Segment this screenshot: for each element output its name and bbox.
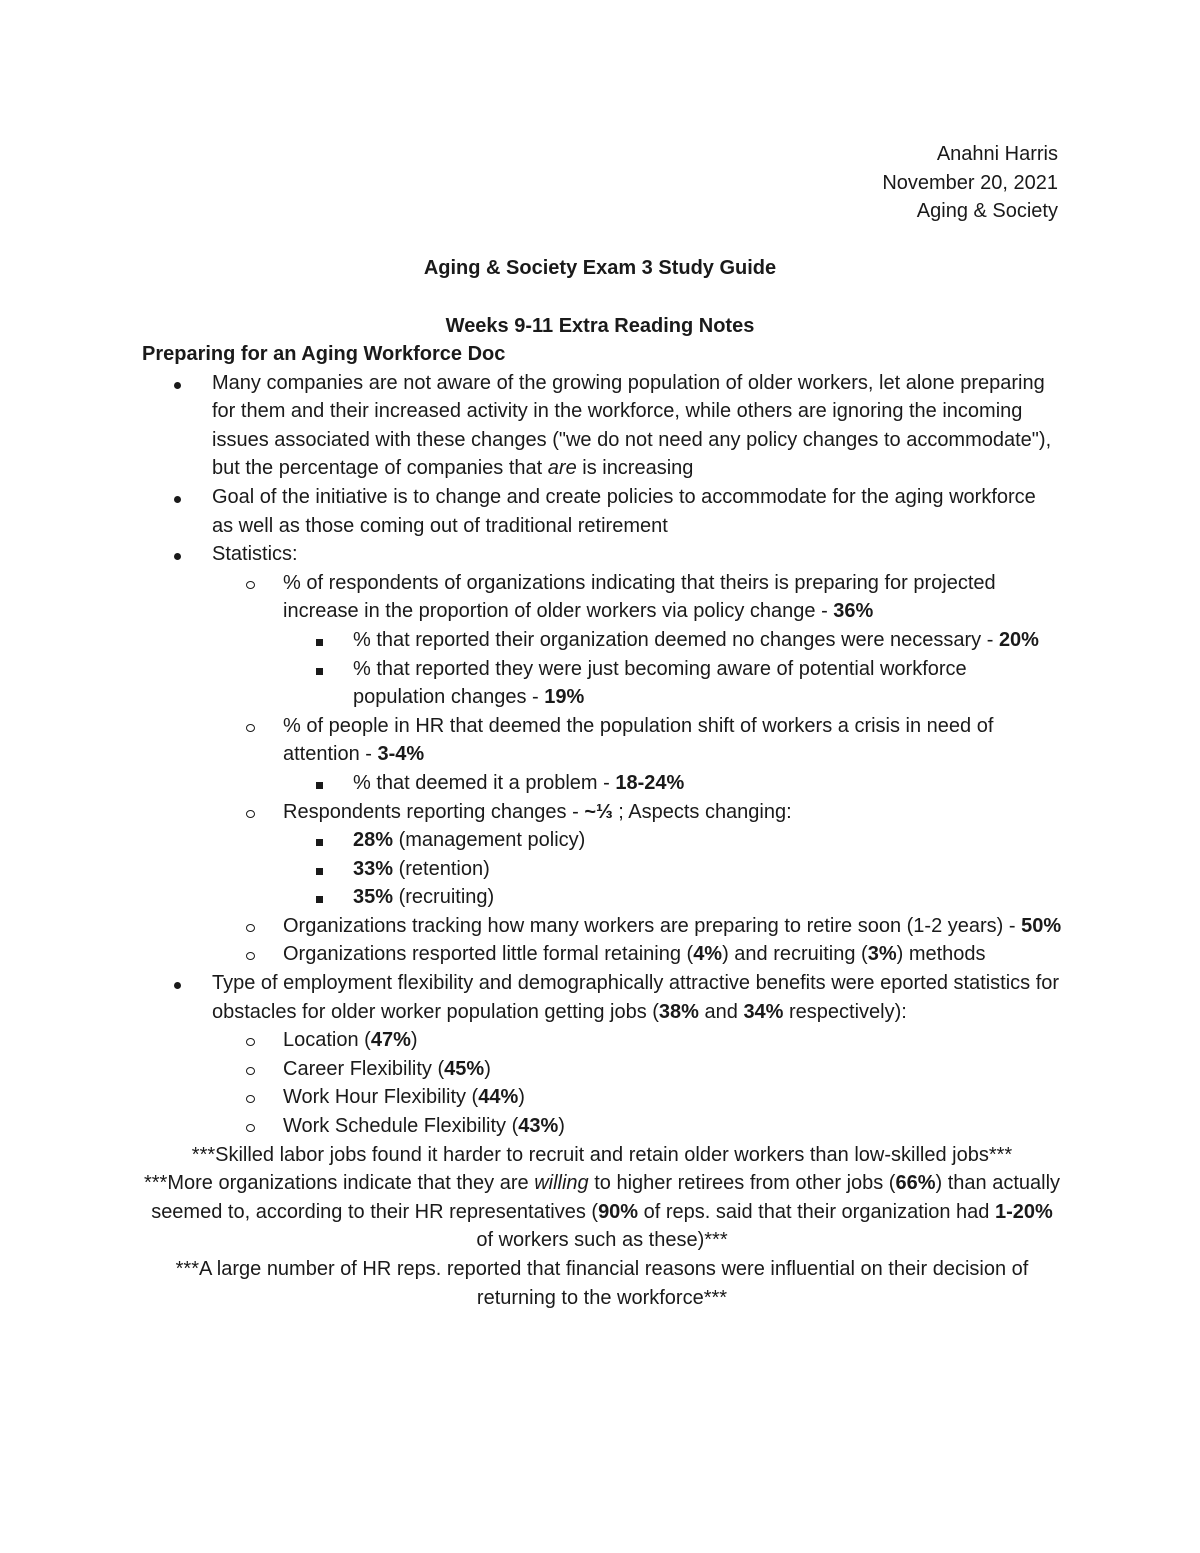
course-name: Aging & Society bbox=[916, 200, 1058, 223]
bullet-square-icon bbox=[316, 883, 323, 912]
document-date: November 20, 2021 bbox=[882, 171, 1058, 194]
bullet-circle-icon bbox=[246, 798, 255, 827]
list-item: Work Schedule Flexibility (43%) bbox=[142, 1112, 1062, 1141]
list-item: Respondents reporting changes - ~⅓ ; Aspects changing: bbox=[142, 798, 1062, 827]
list-item: % of respondents of organizations indicating that theirs is preparing for projected increase in the proportion of older workers via policy change - 36% bbox=[142, 569, 1062, 626]
list-item: 28% (management policy) bbox=[142, 826, 1062, 855]
note-skilled-labor: ***Skilled labor jobs found it harder to recruit and retain older workers than low-skilled jobs*** bbox=[191, 1143, 1013, 1166]
bullet-square-icon bbox=[316, 655, 323, 684]
bullet-circle-icon bbox=[246, 1083, 255, 1112]
note-willing-retirees: ***More organizations indicate that they are willing to higher retirees from other jobs (66%) than actually seemed to, according to their HR representatives (90% of reps. said that their organization had 1-20% of workers such as these)*** bbox=[143, 1172, 1061, 1252]
bullet-disc-icon bbox=[174, 540, 181, 569]
list-item: Statistics: bbox=[142, 540, 1062, 569]
bullet-square-icon bbox=[316, 855, 323, 884]
list-item: Goal of the initiative is to change and create policies to accommodate for the aging workforce as well as those coming out of traditional retirement bbox=[142, 483, 1062, 540]
list-item: Organizations resported little formal retaining (4%) and recruiting (3%) methods bbox=[142, 940, 1062, 969]
list-item: 35% (recruiting) bbox=[142, 883, 1062, 912]
document-body bbox=[142, 340, 1062, 1312]
bullet-square-icon bbox=[316, 626, 323, 655]
list-item: % of people in HR that deemed the population shift of workers a crisis in need of attention - 3-4% bbox=[142, 712, 1062, 769]
bullet-circle-icon bbox=[246, 1055, 255, 1084]
list-item: Work Hour Flexibility (44%) bbox=[142, 1083, 1062, 1112]
list-item: Career Flexibility (45%) bbox=[142, 1055, 1062, 1084]
document-header bbox=[882, 140, 1058, 226]
list-item: Many companies are not aware of the growing population of older workers, let alone preparing for them and their increased activity in the workforce, while others are ignoring the incoming issues associated with these changes ("we do not need any policy changes to accommodate"), but the percentage of companies that are is increasing bbox=[142, 369, 1062, 483]
bullet-circle-icon bbox=[246, 712, 255, 741]
bullet-square-icon bbox=[316, 769, 323, 798]
list-item: % that reported their organization deemed no changes were necessary - 20% bbox=[142, 626, 1062, 655]
bullet-circle-icon bbox=[246, 1112, 255, 1141]
bullet-circle-icon bbox=[246, 940, 255, 969]
bullet-square-icon bbox=[316, 826, 323, 855]
bullet-disc-icon bbox=[174, 483, 181, 512]
list-item: % that reported they were just becoming aware of potential workforce population changes - 19% bbox=[142, 655, 1062, 712]
list-item: Organizations tracking how many workers are preparing to retire soon (1-2 years) - 50% bbox=[142, 912, 1062, 941]
note-financial-reasons: ***A large number of HR reps. reported that financial reasons were influential on their decision of returning to the workforce*** bbox=[175, 1258, 1029, 1309]
author-name: Anahni Harris bbox=[936, 143, 1058, 165]
section-title: Weeks 9-11 Extra Reading Notes bbox=[445, 315, 755, 337]
bullet-disc-icon bbox=[174, 369, 181, 398]
list-item: Type of employment flexibility and demographically attractive benefits were eported statistics for obstacles for older worker population getting jobs (38% and 34% respectively): bbox=[142, 969, 1062, 1026]
document-title: Aging & Society Exam 3 Study Guide bbox=[423, 257, 777, 279]
list-item: Location (47%) bbox=[142, 1026, 1062, 1055]
bullet-disc-icon bbox=[174, 969, 181, 998]
list-item: % that deemed it a problem - 18-24% bbox=[142, 769, 1062, 798]
bullet-circle-icon bbox=[246, 569, 255, 598]
subsection-title: Preparing for an Aging Workforce Doc bbox=[142, 343, 506, 365]
bullet-circle-icon bbox=[246, 1026, 255, 1055]
bullet-circle-icon bbox=[246, 912, 255, 941]
list-item: 33% (retention) bbox=[142, 855, 1062, 884]
